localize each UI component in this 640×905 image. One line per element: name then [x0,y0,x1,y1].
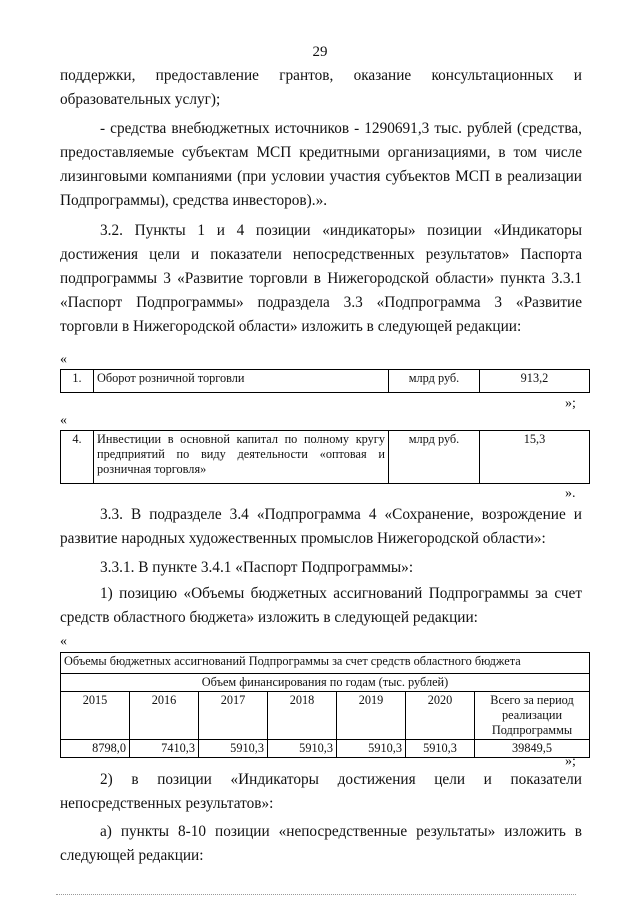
year-value: 5910,3 [268,740,337,758]
year-header: 2018 [268,692,337,740]
year-header: 2020 [406,692,475,740]
cell-name: Инвестиции в основной капитал по полному кругу предприятий по виду деятельности «оптовая и розничная торговля» [94,431,389,484]
paragraph-3-3: 3.3. В подразделе 3.4 «Подпрограмма 4 «Сохранение, возрождение и развитие народных художественных промыслов Нижегородской области»: [60,506,582,547]
cell-value: 15,3 [480,431,590,484]
open-quote: « [60,413,67,428]
year-value: 5910,3 [337,740,406,758]
total-value: 39849,5 [475,740,590,758]
year-value: 5910,3 [406,740,475,758]
close-quote: »; [565,754,576,769]
indicator-table-4 [60,430,590,484]
cell-num: 4. [61,431,94,484]
open-quote: « [60,634,67,649]
table-row [61,431,590,484]
close-quote: ». [565,486,576,501]
budget-title: Объемы бюджетных ассигнований Подпрограммы за счет средств областного бюджета [61,653,590,674]
page-number: 29 [312,44,328,60]
total-header: Всего за период реализации Подпрограммы [475,692,590,740]
year-header: 2015 [61,692,130,740]
open-quote: « [60,352,67,367]
budget-subtitle: Объем финансирования по годам (тыс. рублей) [61,674,590,692]
bottom-edge-line [56,894,576,895]
cell-name: Оборот розничной торговли [94,370,389,393]
table-row [61,692,590,740]
paragraph-3-3-1: 3.3.1. В пункте 3.4.1 «Паспорт Подпрограммы»: [100,559,414,576]
cell-unit: млрд руб. [389,431,480,484]
close-quote: »; [565,396,576,411]
paragraph-items-8-10: а) пункты 8-10 позиции «непосредственные результаты» изложить в следующей редакции: [60,823,582,864]
year-header: 2017 [199,692,268,740]
table-row [61,370,590,393]
paragraph-budget-position: 1) позицию «Объемы бюджетных ассигнований Подпрограммы за счет средств областного бюджета» изложить в следующей редакции: [60,585,582,626]
paragraph-indicators: 2) в позиции «Индикаторы достижения цели и показатели непосредственных результатов»: [60,771,582,812]
cell-unit: млрд руб. [389,370,480,393]
paragraph-support: поддержки, предоставление грантов, оказание консультационных и образовательных услуг); [60,67,582,108]
paragraph-extrabudgetary: - средства внебюджетных источников - 1290691,3 тыс. рублей (средства, предоставляемые субъектам МСП кредитными организациями, в том числе лизинговыми компаниями (при условии участия субъектов МСП в реализации Подпрограммы), средства инвесторов).». [60,120,582,209]
year-value: 8798,0 [61,740,130,758]
cell-value: 913,2 [480,370,590,393]
paragraph-3-2: 3.2. Пункты 1 и 4 позиции «индикаторы» позиции «Индикаторы достижения цели и показатели непосредственных результатов» Паспорта подпрограммы 3 «Развитие торговли в Нижегородской области» пункта 3.3.1 «Паспорт Подпрограммы» подраздела 3.3 «Подпрограмма 3 «Развитие торговли в Нижегородской области» изложить в следующей редакции: [60,222,582,335]
table-row [61,740,590,758]
year-header: 2019 [337,692,406,740]
year-value: 5910,3 [199,740,268,758]
budget-table [60,652,590,758]
year-value: 7410,3 [130,740,199,758]
cell-num: 1. [61,370,94,393]
indicator-table-1 [60,369,590,393]
table-row [61,653,590,674]
year-header: 2016 [130,692,199,740]
table-row [61,674,590,692]
